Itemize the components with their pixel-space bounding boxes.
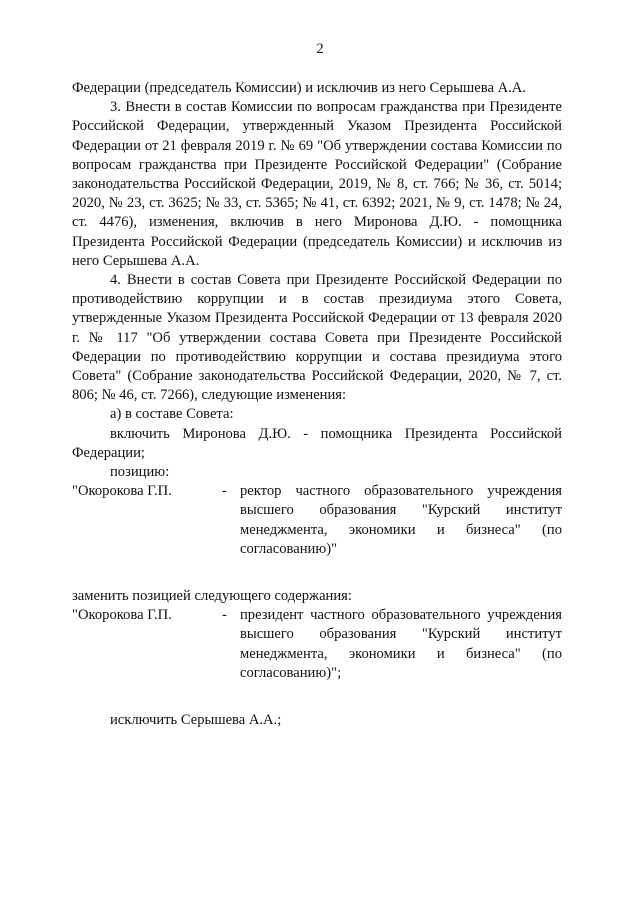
page-number: 2: [316, 41, 324, 57]
new-position-entry: [72, 606, 562, 683]
paragraph-item-3: 3. Внести в состав Комиссии по вопросам гражданства при Президенте Российской Федерации, утвержденный Указом Президента Российской Федерации от 21 февраля 2019 г. № 69 "Об утверждении состава Комиссии по вопросам гражданства при Президенте Российской Федерации" (Собрание законодательства Российской Федерации, 2019, № 8, ст. 766; № 36, ст. 5014; 2020, № 23, ст. 3625; № 33, ст. 5365; № 41, ст. 6392; 2021, № 9, ст. 1478; № 24, ст. 4476), изменения, включив в него Миронова Д.Ю. - помощника Президента Российской Федерации (председатель Комиссии) и исключив из него Серышева А.А.: [72, 99, 562, 269]
entry-dash: -: [222, 483, 227, 500]
replace-clause: заменить позицией следующего содержания:: [72, 588, 352, 605]
position-label: позицию:: [110, 464, 170, 481]
include-clause: включить Миронова Д.Ю. - помощника Президента Российской Федерации;: [72, 425, 562, 461]
subitem-a: а) в составе Совета:: [110, 406, 234, 423]
exclude-clause: исключить Серышева А.А.;: [110, 712, 282, 729]
entry-dash: -: [222, 607, 227, 624]
entry-name: "Окорокова Г.П.: [72, 483, 172, 500]
entry-name: "Окорокова Г.П.: [72, 607, 172, 624]
document-body: [72, 79, 562, 730]
paragraph-continuation: Федерации (председатель Комиссии) и исключив из него Серышева А.А.: [72, 80, 526, 96]
entry-description: ректор частного образовательного учреждения высшего образования "Курский институт менеджмента, экономики и бизнеса" (по согласованию)": [240, 483, 562, 557]
old-position-entry: [72, 482, 562, 559]
paragraph-item-4: 4. Внести в состав Совета при Президенте Российской Федерации по противодействию коррупции и в состав президиума этого Совета, утвержденные Указом Президента Российской Федерации от 13 февраля 2020 г. № 117 "Об утверждении состава Совета при Президенте Российской Федерации по противодействию коррупции и состава президиума этого Совета" (Собрание законодательства Российской Федерации, 2020, № 7, ст. 806; № 46, ст. 7266), следующие изменения:: [72, 272, 562, 404]
entry-description: президент частного образовательного учреждения высшего образования "Курский институт менеджмента, экономики и бизнеса" (по согласованию)";: [240, 607, 562, 681]
